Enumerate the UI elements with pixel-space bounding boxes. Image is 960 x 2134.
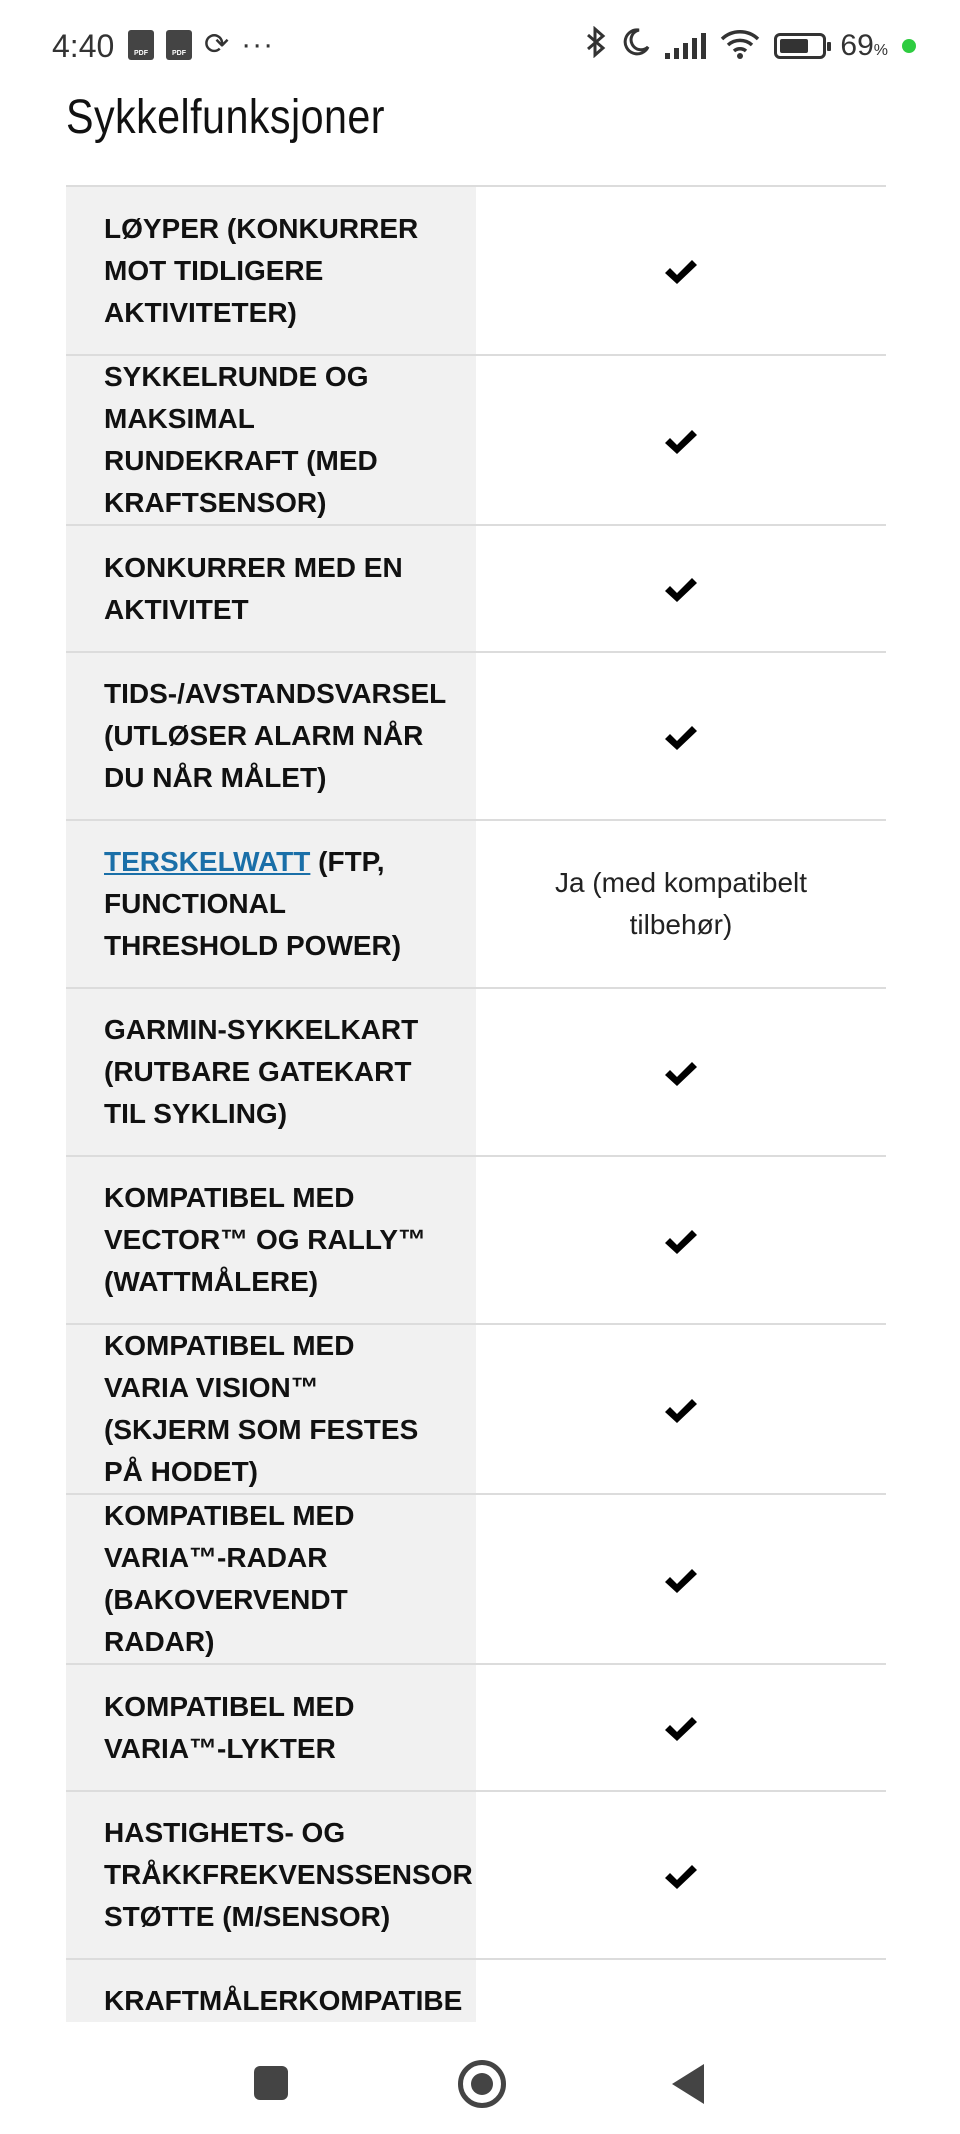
home-button[interactable]: [458, 2060, 506, 2108]
feature-name-text: (FTP, FUNCTIONAL THRESHOLD POWER): [104, 846, 402, 961]
check-icon: [664, 576, 698, 604]
feature-value-cell: [476, 1791, 886, 1959]
check-icon: [664, 428, 698, 456]
terskelwatt-link[interactable]: TERSKELWATT: [104, 846, 311, 877]
feature-value-cell: [476, 1959, 886, 2024]
table-row: [66, 355, 886, 525]
table-row: [66, 1664, 886, 1791]
feature-name-text: KONKURRER MED EN AKTIVITET: [104, 551, 403, 625]
pdf-notification-icon: PDF: [128, 30, 154, 60]
check-icon: [664, 258, 698, 286]
table-row: [66, 1791, 886, 1959]
feature-name-cell: [66, 355, 476, 525]
feature-name-text: KRAFTMÅLERKOMPATIBE: [104, 1985, 463, 2016]
notification-icons: [128, 30, 274, 60]
feature-name-cell: [66, 1959, 476, 2024]
feature-name-cell: [66, 988, 476, 1156]
feature-name-cell: [66, 187, 476, 355]
feature-name-cell: [66, 1664, 476, 1791]
feature-name-cell: [66, 1324, 476, 1494]
battery-icon: [774, 33, 826, 59]
moon-icon: [621, 27, 651, 65]
bluetooth-icon: [585, 26, 607, 66]
check-icon: [664, 1863, 698, 1891]
feature-name-text: LØYPER (KONKURRER MOT TIDLIGERE AKTIVITETER): [104, 212, 419, 328]
check-icon: [664, 1060, 698, 1088]
feature-name-text: HASTIGHETS- OG TRÅKKFREKVENSSENSOR STØTTE (M/SENSOR): [104, 1817, 473, 1932]
feature-value-cell: [476, 187, 886, 355]
check-icon: [664, 1228, 698, 1256]
status-time: 4:40: [52, 28, 115, 64]
table-row: [66, 1494, 886, 1664]
check-icon: [664, 1397, 698, 1425]
wifi-icon: [720, 29, 760, 64]
battery-percent: 69%: [840, 29, 888, 62]
feature-value-cell: [476, 355, 886, 525]
feature-name-cell: [66, 525, 476, 652]
page-title: Sykkelfunksjoner: [66, 91, 385, 144]
feature-name-cell: [66, 1494, 476, 1664]
feature-table: [66, 185, 886, 2024]
table-row: [66, 1324, 886, 1494]
feature-name-text: TIDS-/AVSTANDSVARSEL (UTLØSER ALARM NÅR DU NÅR MÅLET): [104, 678, 446, 793]
feature-value-cell: [476, 525, 886, 652]
feature-name-text: KOMPATIBEL MED VARIA VISION™ (SKJERM SOM FESTES PÅ HODET): [104, 1330, 419, 1487]
signal-icon: [665, 33, 706, 59]
table-row: [66, 820, 886, 988]
sync-icon: ⟳: [204, 28, 230, 61]
check-icon: [664, 1715, 698, 1743]
feature-value-cell: [476, 1324, 886, 1494]
feature-value-cell: [476, 1156, 886, 1324]
status-bar: [0, 0, 960, 96]
more-notifications-icon: ···: [241, 28, 275, 61]
table-row: [66, 187, 886, 355]
feature-name-cell: [66, 1791, 476, 1959]
system-icons: [585, 26, 916, 66]
feature-value-cell: [476, 988, 886, 1156]
feature-name-cell: [66, 1156, 476, 1324]
feature-name-text: GARMIN-SYKKELKART (RUTBARE GATEKART TIL SYKLING): [104, 1014, 419, 1129]
feature-name-text: SYKKELRUNDE OG MAKSIMAL RUNDEKRAFT (MED KRAFTSENSOR): [104, 361, 378, 518]
privacy-indicator-dot: [902, 39, 916, 53]
feature-name-cell: [66, 820, 476, 988]
back-button[interactable]: [672, 2064, 704, 2104]
table-row: [66, 525, 886, 652]
feature-name-text: KOMPATIBEL MED VARIA™-RADAR (BAKOVERVENDT RADAR): [104, 1500, 355, 1657]
feature-table-body: [66, 187, 886, 2024]
feature-value-cell: [476, 652, 886, 820]
table-row: [66, 988, 886, 1156]
pdf-notification-icon: PDF: [166, 30, 192, 60]
check-icon: [664, 1567, 698, 1595]
feature-name-cell: [66, 652, 476, 820]
feature-value-cell: [476, 1664, 886, 1791]
feature-name-text: KOMPATIBEL MED VECTOR™ OG RALLY™ (WATTMÅLERE): [104, 1182, 427, 1297]
recent-apps-button[interactable]: [254, 2066, 288, 2100]
feature-value-cell: [476, 820, 886, 988]
table-row: [66, 652, 886, 820]
table-row: [66, 1959, 886, 2024]
battery-fill: [780, 39, 808, 53]
feature-value-text: Ja (med kompatibelt tilbehør): [554, 867, 808, 940]
table-row: [66, 1156, 886, 1324]
feature-name-text: KOMPATIBEL MED VARIA™-LYKTER: [104, 1690, 355, 1764]
feature-value-cell: [476, 1494, 886, 1664]
check-icon: [664, 724, 698, 752]
navigation-bar: [0, 2022, 960, 2134]
